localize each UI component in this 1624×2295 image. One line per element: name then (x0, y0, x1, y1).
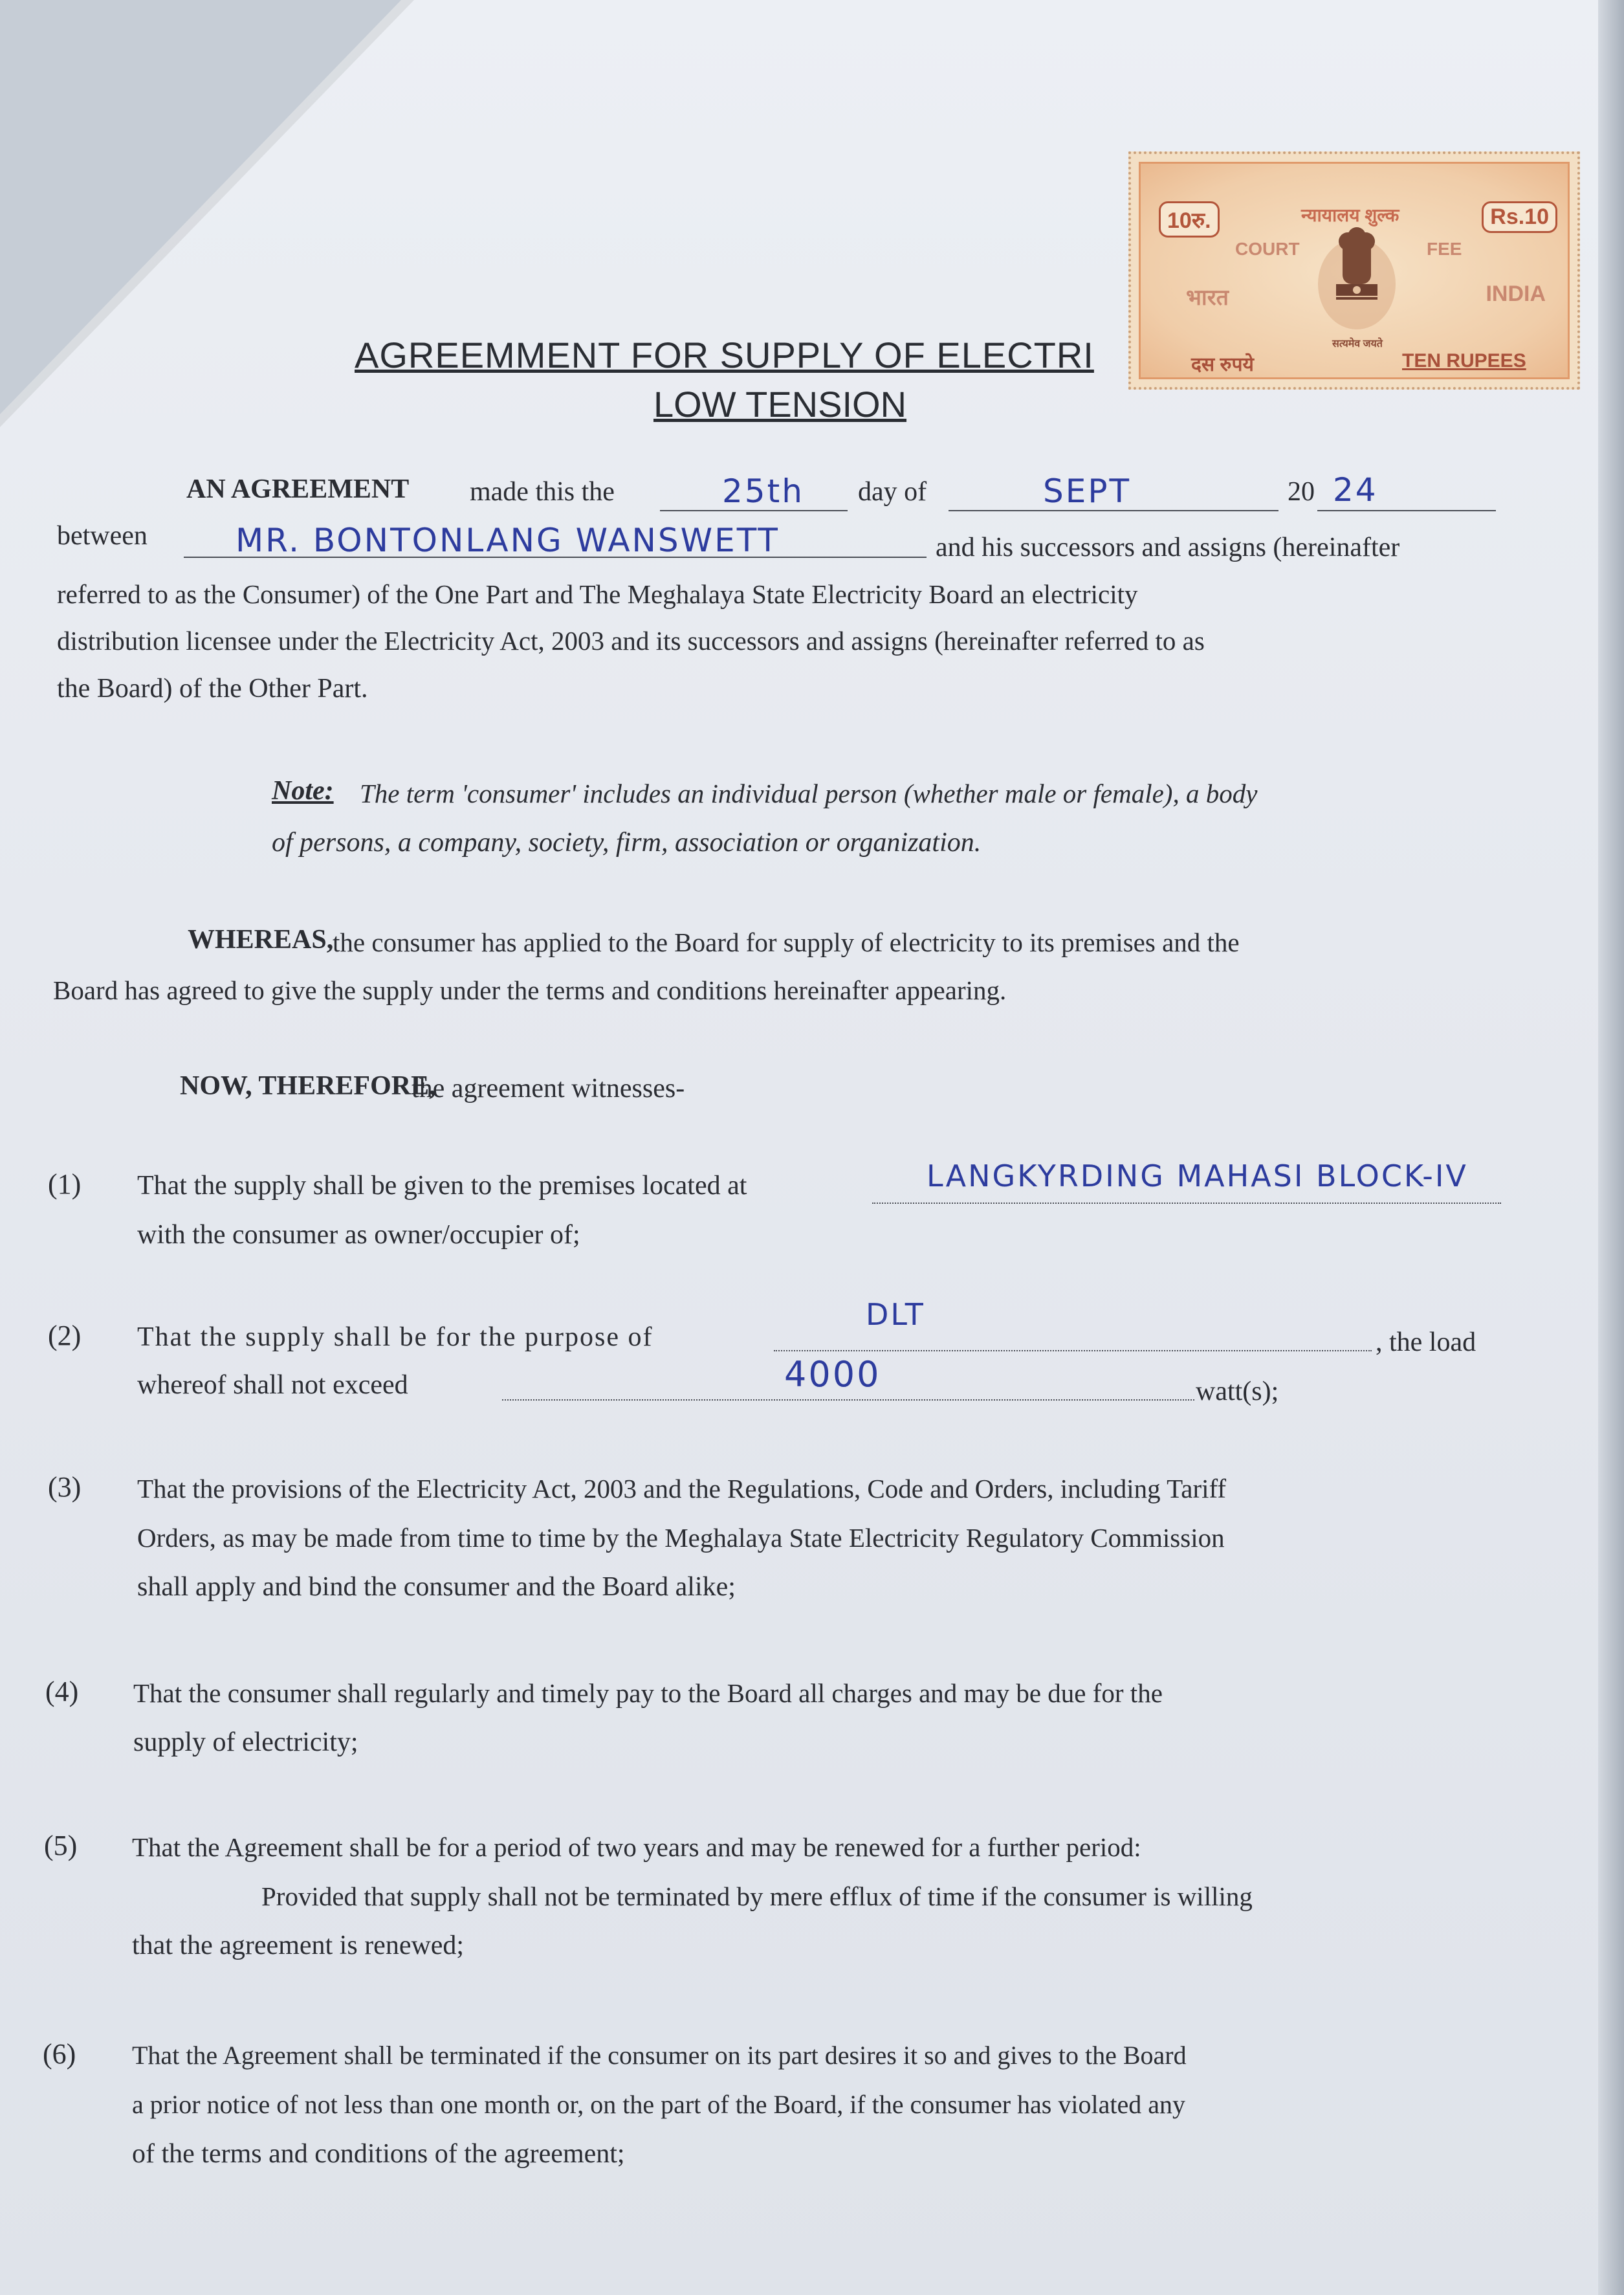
stamp-das-rupaye: दस रुपये (1191, 354, 1254, 375)
clause-6-line3: of the terms and conditions of the agreement; (132, 2139, 625, 2169)
year-value: 24 (1333, 471, 1378, 509)
now-therefore-lead: NOW, THEREFORE, (180, 1071, 436, 1101)
preamble-lead: AN AGREEMENT (186, 474, 410, 504)
clause-6-line1: That the Agreement shall be terminated if the consumer on its part desires it so and gives to the Board (132, 2041, 1187, 2070)
note-line2: of persons, a company, society, firm, association or organization. (272, 828, 982, 858)
preamble-made-this: made this the (470, 477, 615, 507)
clause-3-number: (3) (48, 1471, 82, 1503)
stamp-court: COURT (1235, 239, 1300, 259)
whereas-lead: WHEREAS, (188, 925, 334, 955)
preamble-between: between (57, 521, 148, 551)
clause-5-number: (5) (44, 1830, 78, 1861)
year-field-line (1317, 510, 1496, 511)
preamble-line1-end: and his successors and assigns (hereinafter (936, 533, 1400, 562)
court-fee-stamp (1128, 151, 1580, 390)
preamble-line3: distribution licensee under the Electricity Act, 2003 and its successors and assigns (hereinafter referred to as (57, 626, 1205, 656)
purpose-field-line (774, 1350, 1372, 1351)
year-prefix: 20 (1288, 477, 1315, 507)
whereas-line2: Board has agreed to give the supply under the terms and conditions hereinafter appearing. (53, 975, 1007, 1005)
purpose-value: DLT (866, 1297, 925, 1332)
clause-4-line2: supply of electricity; (133, 1727, 358, 1757)
day-field-line (660, 510, 848, 511)
whereas-line1: the consumer has applied to the Board for supply of electricity to its premises and the (333, 927, 1240, 957)
clause-2-line2: whereof shall not exceed (137, 1370, 408, 1400)
stamp-motto: सत्यमेव जयते (1332, 338, 1383, 349)
agreement-title: AGREEMMENT FOR SUPPLY OF ELECTRI (355, 335, 1094, 375)
month-value: SEPT (1043, 472, 1132, 510)
load-field-line (502, 1399, 1194, 1401)
clause-2-text: That the supply shall be for the purpose of (137, 1322, 653, 1352)
clause-4-line1: That the consumer shall regularly and timely pay to the Board all charges and may be due for the (133, 1678, 1163, 1708)
clause-4-number: (4) (45, 1676, 79, 1707)
clause-5-line1: That the Agreement shall be for a period of two years and may be renewed for a further period: (132, 1832, 1141, 1862)
note-label: Note: (272, 776, 334, 806)
clause-2-number: (2) (48, 1320, 82, 1351)
clause-5-line3: that the agreement is renewed; (132, 1931, 465, 1960)
stamp-bharat: भारत (1186, 285, 1229, 310)
load-unit: watt(s); (1196, 1377, 1279, 1406)
clause-6-number: (6) (43, 2038, 76, 2070)
stamp-india: INDIA (1486, 282, 1546, 306)
note-line1: The term 'consumer' includes an individual person (whether male or female), a body (360, 779, 1258, 808)
month-field-line (949, 510, 1278, 511)
stamp-fee: FEE (1427, 239, 1462, 259)
ashoka-emblem-icon (1317, 219, 1397, 329)
premises-field-line (872, 1203, 1501, 1204)
preamble-line4: the Board) of the Other Part. (57, 674, 368, 704)
stamp-hindi-top: न्यायालय शुल्क (1301, 205, 1399, 225)
stamp-ten-rupees: TEN RUPEES (1402, 350, 1526, 371)
stamp-value-left: 10रु. (1159, 201, 1220, 238)
consumer-name: MR. BONTONLANG WANSWETT (236, 522, 780, 559)
load-value: 4000 (784, 1354, 881, 1395)
clause-2-end: , the load (1376, 1327, 1476, 1357)
clause-1-number: (1) (48, 1168, 82, 1200)
stamp-value-right: Rs.10 (1482, 201, 1557, 233)
clause-3-line1: That the provisions of the Electricity Act, 2003 and the Regulations, Code and Orders, including Tariff (137, 1474, 1227, 1503)
agreement-subtitle: LOW TENSION (653, 384, 907, 425)
clause-3-line2: Orders, as may be made from time to time by the Meghalaya State Electricity Regulatory Commission (137, 1523, 1225, 1553)
clause-1-line2: with the consumer as owner/occupier of; (137, 1220, 580, 1250)
folded-corner (0, 0, 401, 414)
premises-value: LANGKYRDING MAHASI BLOCK-IV (927, 1159, 1468, 1193)
preamble-line2: referred to as the Consumer) of the One Part and The Meghalaya State Electricity Board an electricity (57, 579, 1138, 609)
clause-6-line2: a prior notice of not less than one month or, on the part of the Board, if the consumer has violated any (132, 2090, 1185, 2119)
stamp-border (1139, 162, 1570, 379)
clause-5-line2: Provided that supply shall not be terminated by mere efflux of time if the consumer is willing (261, 1881, 1253, 1911)
day-value: 25th (722, 472, 804, 510)
clause-1-text: That the supply shall be given to the premises located at (137, 1171, 747, 1201)
page-edge (1598, 0, 1624, 2295)
clause-3-line3: shall apply and bind the consumer and the Board alike; (137, 1572, 736, 1602)
preamble-day-of: day of (858, 477, 927, 507)
now-therefore-rest: the agreement witnesses- (411, 1074, 685, 1103)
